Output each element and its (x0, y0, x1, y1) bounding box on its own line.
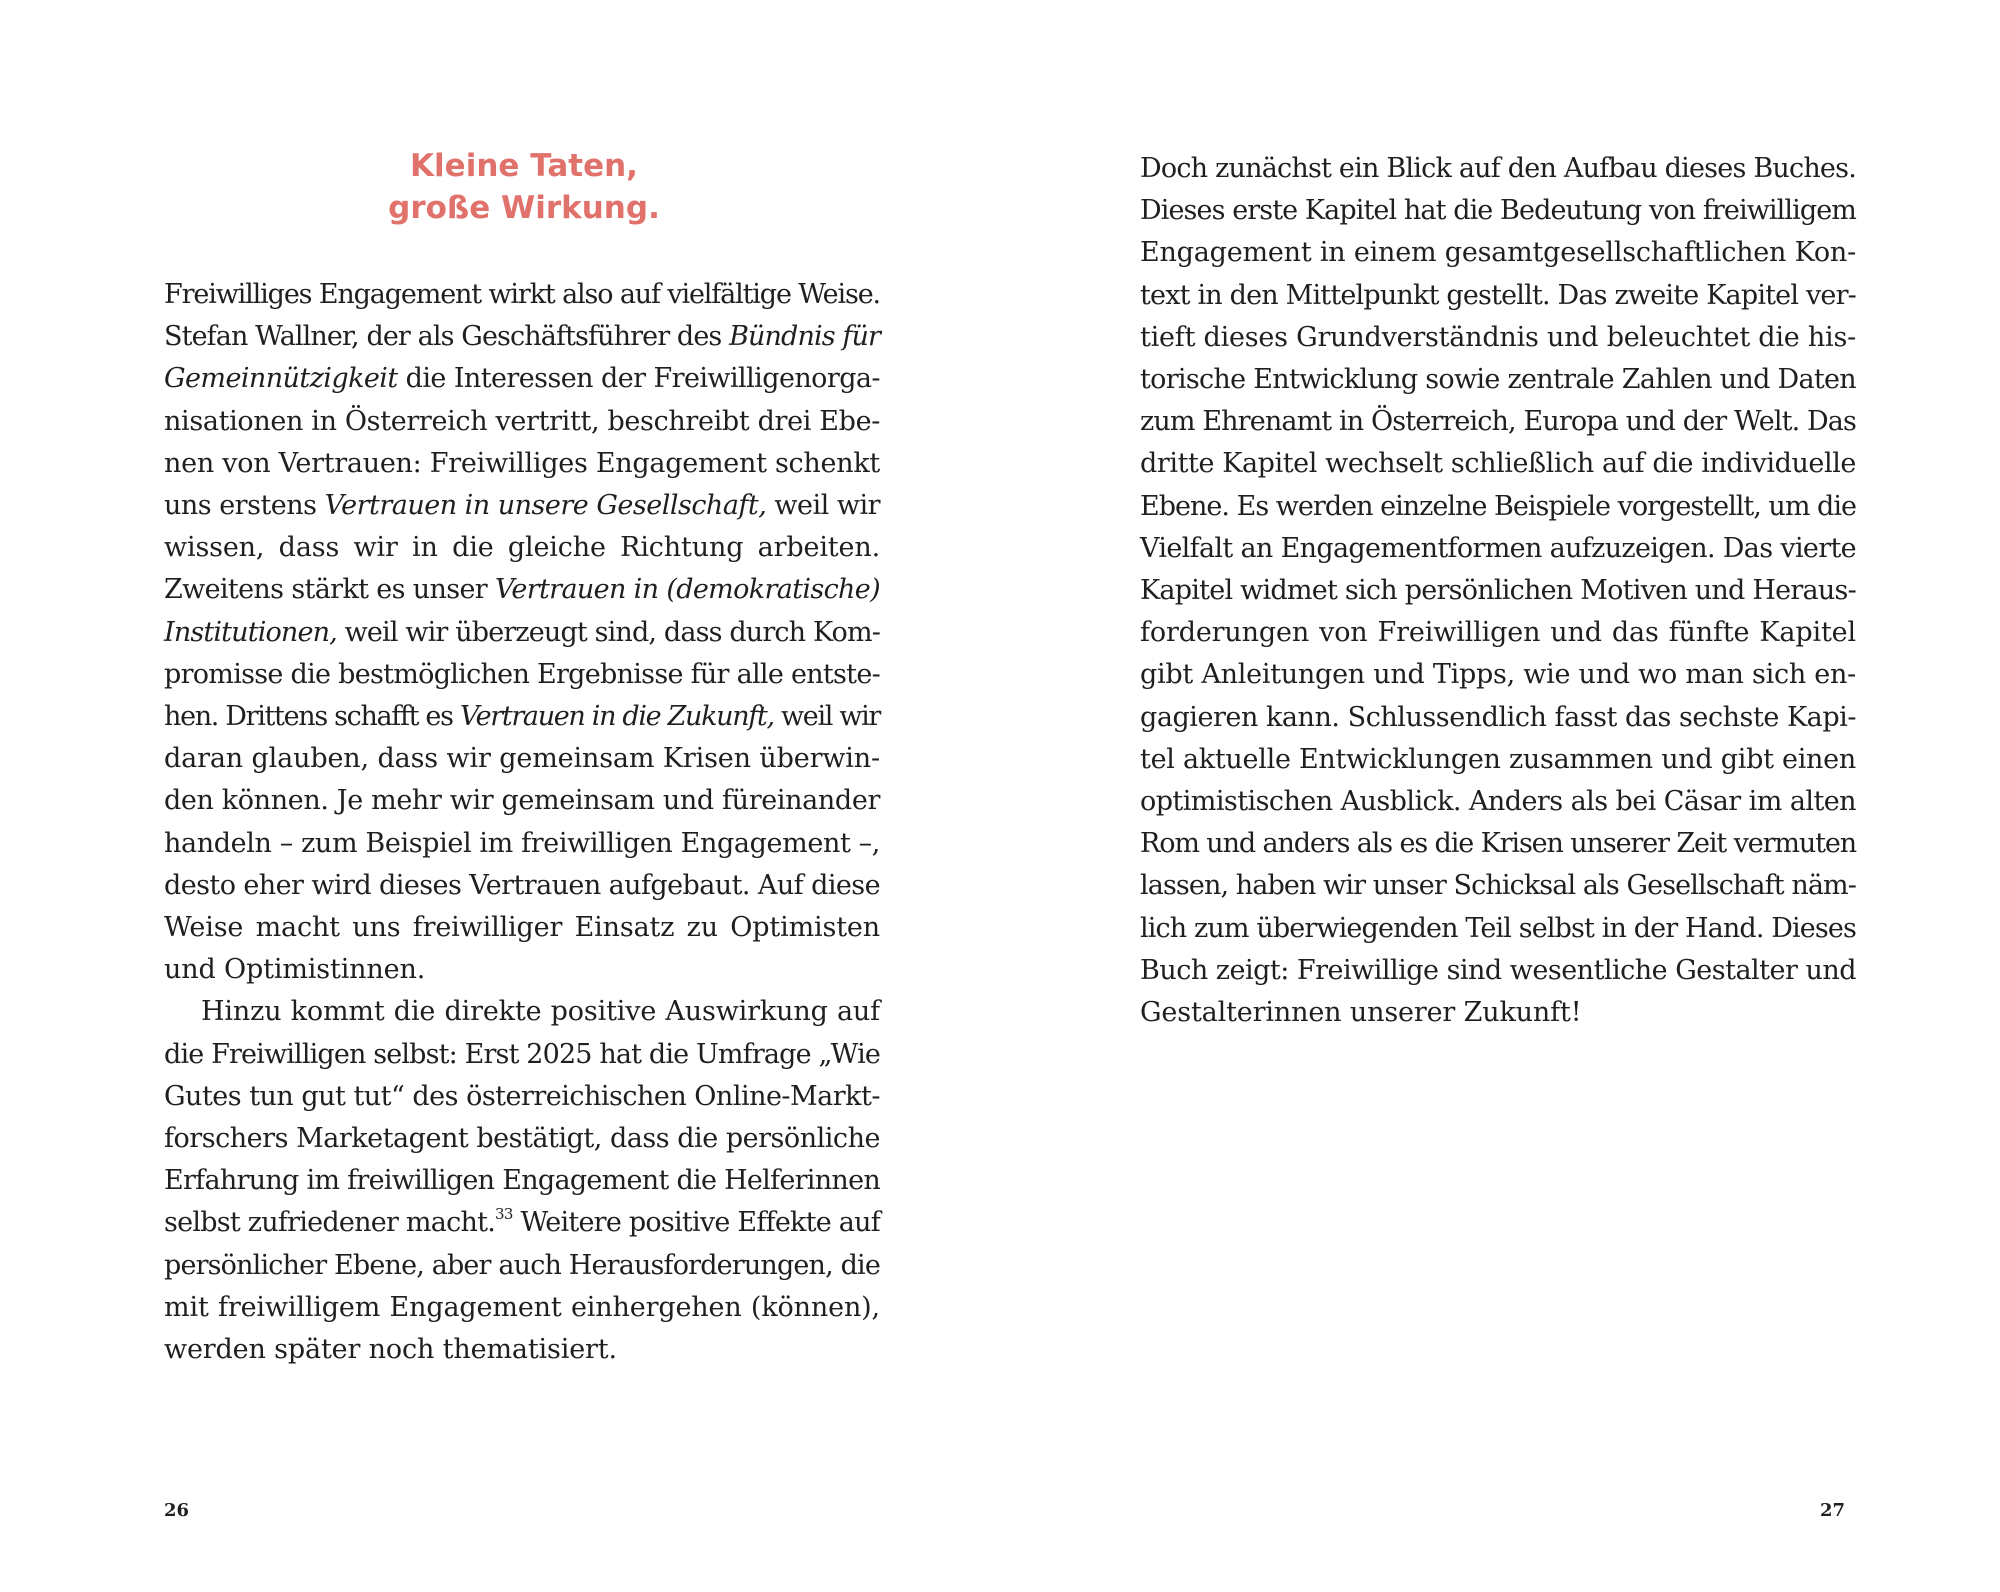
text-line: forderungen von Freiwilligen und das fünfte Kapitel (1140, 617, 1856, 649)
italic-text: Bündnis für (729, 321, 880, 353)
text-line: desto eher wird dieses Vertrauen aufgebaut. Auf diese (164, 869, 880, 901)
text-line: und Optimistinnen. (164, 954, 426, 986)
text-run: selbst zufriedener macht. (164, 1207, 496, 1239)
paragraph (164, 274, 880, 991)
text-line: promisse die bestmöglichen Ergebnisse für alle entste- (164, 658, 880, 690)
text-line: Buch zeigt: Freiwillige sind wesentliche Gestalter und (1140, 954, 1856, 986)
text-line (164, 1202, 880, 1244)
text-line: mit freiwilligem Engagement einhergehen (können), (164, 1291, 880, 1323)
text-line: daran glauben, dass wir gemeinsam Krisen überwin- (164, 743, 880, 775)
paragraph (1140, 148, 1856, 1034)
text-run: Weitere positive Effekte auf (512, 1207, 880, 1239)
text-run: Zweitens stärkt es unser (164, 574, 496, 606)
pull-quote-line: Kleine Taten, (410, 148, 638, 184)
pull-quote (164, 145, 884, 229)
text-line: Vielfalt an Engagementformen aufzuzeigen. Das vierte (1140, 532, 1856, 564)
text-run: weil wir überzeugt sind, dass durch Kom- (336, 616, 880, 648)
text-line: nen von Vertrauen: Freiwilliges Engagement schenkt (164, 447, 880, 479)
italic-text: Vertrauen in die Zukunft, (459, 701, 774, 733)
text-run: weil wir (773, 701, 881, 733)
italic-text: Institutionen, (164, 616, 337, 648)
text-line (164, 612, 880, 654)
text-line: Freiwilliges Engagement wirkt also auf vielfältige Weise. (164, 279, 880, 310)
text-line: Weise macht uns freiwilliger Einsatz zu Optimisten (164, 912, 880, 944)
italic-text: Vertrauen in (demokratische) (495, 574, 881, 606)
text-line: tel aktuelle Entwicklungen zusammen und gibt einen (1140, 743, 1856, 775)
footnote-ref[interactable]: 33 (495, 1205, 513, 1224)
right-body-text (1140, 148, 1856, 1034)
text-line: text in den Mittelpunkt gestellt. Das zweite Kapitel ver- (1140, 279, 1856, 311)
italic-text: Gemeinnützigkeit (164, 363, 398, 395)
text-line: nisationen in Österreich vertritt, beschreibt drei Ebe- (164, 405, 880, 437)
text-line: Hinzu kommt die direkte positive Auswirkung auf (201, 996, 880, 1028)
right-page (1000, 0, 2000, 1592)
paragraph (164, 991, 880, 1371)
text-line: den können. Je mehr wir gemeinsam und füreinander (164, 785, 880, 817)
text-line: dritte Kapitel wechselt schließlich auf die individuelle (1140, 448, 1856, 480)
text-line: wissen, dass wir in die gleiche Richtung arbeiten. (164, 532, 880, 564)
text-line: Ebene. Es werden einzelne Beispiele vorgestellt, um die (1140, 490, 1856, 522)
text-line: gagieren kann. Schlussendlich fasst das sechste Kapi- (1140, 701, 1856, 733)
text-line: Dieses erste Kapitel hat die Bedeutung von freiwilligem (1140, 195, 1856, 227)
text-run: uns erstens (164, 490, 325, 522)
italic-text: Vertrauen in unsere Gesellschaft, (324, 490, 767, 522)
text-line: lassen, haben wir unser Schicksal als Gesellschaft näm- (1140, 870, 1856, 902)
text-line: persönlicher Ebene, aber auch Herausforderungen, die (164, 1249, 880, 1281)
text-run: die Interessen der Freiwilligenorga- (397, 363, 880, 395)
text-line (164, 358, 880, 400)
left-body-text (164, 274, 880, 1371)
text-line: Doch zunächst ein Blick auf den Aufbau dieses Buches. (1140, 153, 1856, 184)
text-line: optimistischen Ausblick. Anders als bei Cäsar im alten (1140, 786, 1856, 818)
page-number: 27 (1819, 1500, 1845, 1521)
page-number: 26 (164, 1500, 190, 1521)
text-line: lich zum überwiegenden Teil selbst in der Hand. Dieses (1140, 912, 1856, 944)
text-line: Gestalterinnen unserer Zukunft! (1140, 997, 1582, 1029)
text-line: die Freiwilligen selbst: Erst 2025 hat die Umfrage „Wie (164, 1038, 880, 1070)
text-line: Kapitel widmet sich persönlichen Motiven und Heraus- (1140, 575, 1856, 607)
text-run: weil wir (766, 490, 880, 522)
text-line: zum Ehrenamt in Österreich, Europa und der Welt. Das (1140, 406, 1856, 438)
text-line: Engagement in einem gesamtgesellschaftlichen Kon- (1140, 237, 1856, 269)
pull-quote-line: große Wirkung. (388, 190, 660, 226)
text-line: handeln – zum Beispiel im freiwilligen Engagement –, (164, 827, 880, 859)
text-line (164, 696, 880, 738)
text-line (164, 316, 880, 358)
text-line: torische Entwicklung sowie zentrale Zahlen und Daten (1140, 364, 1856, 396)
text-line: Gutes tun gut tut“ des österreichischen Online-Markt- (164, 1080, 880, 1112)
text-line (164, 485, 880, 527)
text-run: hen. Drittens schafft es (164, 701, 460, 733)
text-line: Erfahrung im freiwilligen Engagement die Helferinnen (164, 1165, 880, 1197)
text-run: Stefan Wallner, der als Geschäftsführer des (164, 321, 730, 353)
text-line: forschers Marketagent bestätigt, dass die persönliche (164, 1123, 880, 1155)
text-line: Rom und anders als es die Krisen unserer Zeit vermuten (1140, 828, 1856, 860)
text-line: tieft dieses Grundverständnis und beleuchtet die his- (1140, 321, 1856, 353)
text-line (164, 569, 880, 611)
text-line: gibt Anleitungen und Tipps, wie und wo man sich en- (1140, 659, 1856, 691)
text-line: werden später noch thematisiert. (164, 1334, 617, 1366)
